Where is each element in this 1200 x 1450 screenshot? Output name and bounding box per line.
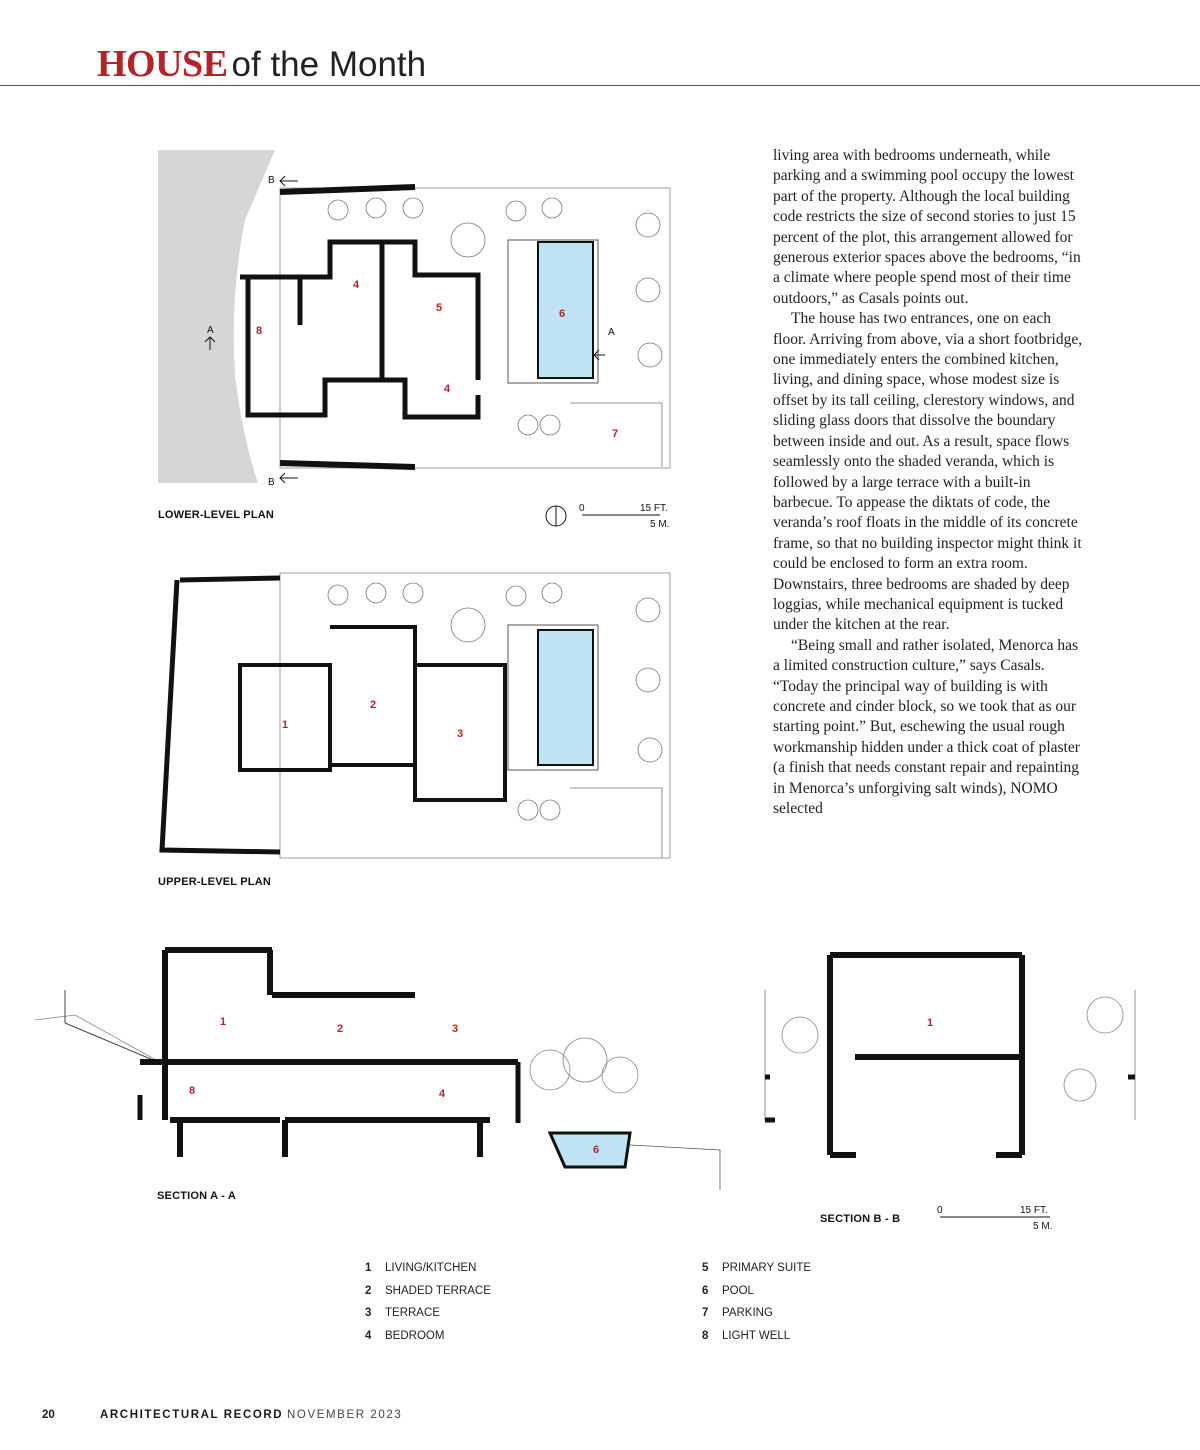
pool (538, 242, 593, 378)
section-mark-b-top: B (268, 175, 275, 186)
section-title-bold: HOUSE (97, 43, 228, 85)
plan-room-2: 2 (370, 699, 377, 711)
plan-room-6: 6 (559, 308, 566, 320)
section-bb-caption: SECTION B - B (820, 1213, 901, 1225)
section-room-1: 1 (220, 1016, 227, 1028)
lower-plan-caption: LOWER-LEVEL PLAN (158, 509, 275, 521)
plan-room-5: 5 (436, 302, 443, 314)
section-room-3: 3 (452, 1023, 459, 1035)
legend-item: 2 SHADED TERRACE (365, 1284, 491, 1297)
north-arrow-icon (546, 506, 566, 526)
section-room-6: 6 (593, 1144, 600, 1156)
site-boundary (280, 573, 670, 858)
plan-room-3: 3 (457, 728, 464, 740)
header-rule (0, 85, 1200, 86)
section-mark-a-right: A (608, 327, 615, 338)
scale-feet: 15 FT. (1020, 1205, 1048, 1216)
plan-room-4-b: 4 (444, 383, 451, 395)
scale-meters: 5 M. (650, 519, 670, 530)
plan-room-1: 1 (282, 719, 289, 731)
legend-right (702, 1257, 811, 1347)
page-number: 20 (42, 1409, 55, 1421)
section-aa-caption: SECTION A - A (157, 1190, 236, 1202)
legend-item: 7 PARKING (702, 1307, 773, 1320)
scale-zero: 0 (937, 1205, 943, 1216)
section-a-a (30, 945, 670, 1190)
section-room-2: 2 (337, 1023, 344, 1035)
magazine-name: ARCHITECTURAL RECORD (100, 1409, 284, 1421)
article-text (773, 146, 1085, 819)
plan-room-7: 7 (612, 428, 619, 440)
scale-zero: 0 (579, 503, 585, 514)
pool (538, 630, 593, 765)
section-mark-b-bottom: B (268, 477, 275, 488)
article-paragraph-1: living area with bedrooms underneath, while parking and a swimming pool occupy the lowest part of the property. Although the local building code restricts the size of second stories to just 15 percent of the plot, this arrangement allowed for generous exterior spaces above the bedrooms, “in a climate where people spend most of their time outdoors,” as Casals points out. (773, 147, 1081, 307)
upper-level-plan (150, 570, 690, 865)
legend-item: 4 BEDROOM (365, 1329, 445, 1342)
legend-item: 5 PRIMARY SUITE (702, 1262, 812, 1275)
plan-room-8: 8 (256, 325, 263, 337)
article-paragraph-3: “Being small and rather isolated, Menorca has a limited construction culture,” says Casals. “Today the principal way of building is with concrete and cinder block, so we took that as our starting point.” But, eschewing the usual rough workmanship hidden under a thick coat of plaster (a finish that needs constant repair and repainting in Menorca’s unforgiving salt winds), NOMO selected (773, 636, 1080, 817)
scale-feet: 15 FT. (640, 503, 668, 514)
scale-bar (937, 1205, 1052, 1232)
legend-item: 8 LIGHT WELL (702, 1329, 791, 1342)
scale-bar (579, 503, 669, 530)
article-paragraph-2: The house has two entrances, one on each floor. Arriving from above, via a short footbridge, one immediately enters the combined kitchen, living, and dining space, whose modest size is offset by its tall ceiling, clerestory windows, and sliding glass doors that dissolve the boundary between inside and out. As a result, space flows seamlessly onto the shaded veranda, which is followed by a large terrace with a built-in barbecue. To appease the diktats of code, the veranda’s roof floats in the middle of its concrete frame, so that no building inspector might think it could be enclosed to form an extra room. Downstairs, three bedrooms are shaded by deep loggias, while mechanical equipment is tucked under the kitchen at the rear. (773, 310, 1083, 634)
legend-item: 3 TERRACE (365, 1307, 440, 1320)
legend-left (365, 1257, 491, 1347)
section-title-rest: of the Month (231, 45, 427, 84)
section-room-4: 4 (439, 1088, 446, 1100)
legend-item: 1 LIVING/KITCHEN (365, 1262, 477, 1275)
section-b-room-1: 1 (927, 1017, 934, 1029)
issue-date: NOVEMBER 2023 (287, 1409, 403, 1421)
section-room-8: 8 (189, 1085, 196, 1097)
section-header (97, 42, 426, 86)
hillside-ground (158, 150, 275, 483)
scale-meters: 5 M. (1033, 1221, 1053, 1232)
upper-plan-caption: UPPER-LEVEL PLAN (158, 876, 272, 888)
plan-room-4-a: 4 (353, 279, 360, 291)
section-mark-a-left: A (207, 325, 214, 336)
legend-item: 6 POOL (702, 1284, 754, 1297)
